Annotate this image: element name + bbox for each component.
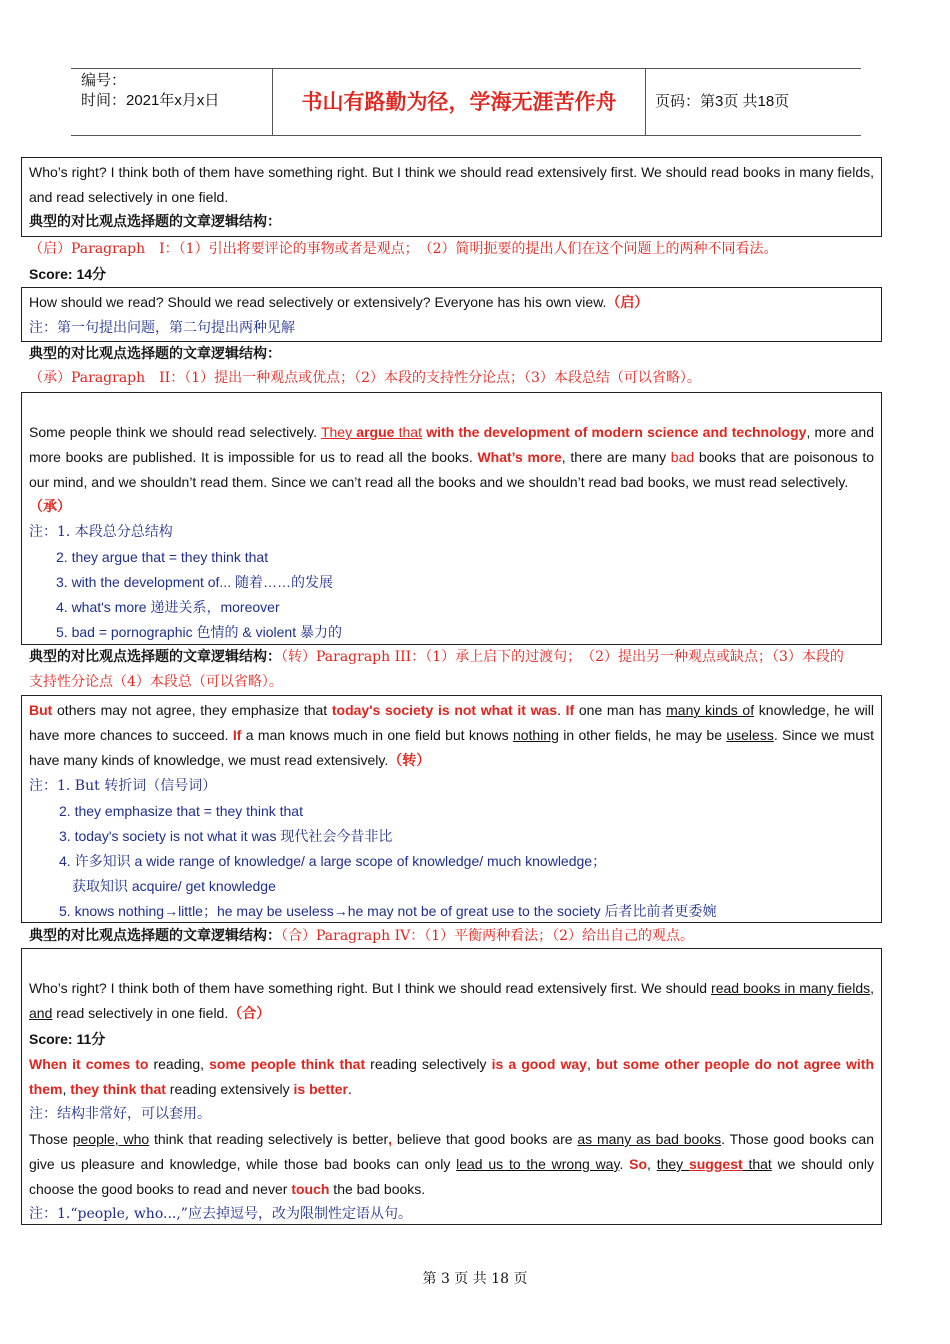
essay-paragraph (29, 1052, 874, 1102)
header-page-label: 页码：第3页 共18页 (655, 93, 790, 110)
text-run: others may not agree, they emphasize that (52, 702, 332, 718)
paragraph-tag: （承） (29, 499, 71, 515)
header-time-label: 时间：2021年x月x日 (81, 92, 220, 109)
score-label: Score: 11分 (29, 1031, 106, 1047)
text-run: a man knows much in one field but knows (241, 727, 513, 743)
text-box-paragraph-two (21, 392, 882, 645)
underlined-phrase: read books in many fields, and (29, 980, 874, 1021)
sample-paragraph (29, 976, 874, 1027)
text-run: , (586, 1056, 596, 1072)
sample-paragraph (29, 290, 874, 316)
underlined-phrase: many kinds of (666, 702, 755, 718)
text-run: . (619, 1156, 630, 1172)
structure-text: （转）Paragraph III：（1）承上启下的过渡句； （2）提出另一种观点或缺点；（3）本段的 (281, 649, 844, 665)
note: 注：结构非常好，可以套用。 (29, 1106, 211, 1122)
structure-title: 典型的对比观点选择题的文章逻辑结构： (29, 928, 281, 944)
sample-paragraph (29, 698, 874, 774)
paragraph-tag: （合） (228, 1006, 271, 1022)
note: 2. they emphasize that = they think that (59, 803, 303, 819)
highlight-phrase: They (320, 424, 357, 440)
sample-paragraph: Who’s right? I think both of them have something right. But I think we should read extensively first. We should read books in many fields, and read selectively in one field. (29, 164, 874, 205)
highlight-phrase: If (232, 727, 242, 743)
text-run: knowledge, he will have more chances to succeed. (29, 702, 874, 743)
text-run: books that are poisonous to our mind, and we shouldn’t read them. Since we can’t read all the books and we shouldn’t read bad books, we must read selectively. (29, 449, 875, 490)
text-run: we should only choose the good books to read and never (29, 1156, 874, 1197)
paragraph-three-structure (29, 645, 879, 695)
highlight-phrase: But (29, 702, 53, 718)
paragraph-tag: （转） (388, 753, 431, 769)
underlined-phrase: they (656, 1156, 684, 1172)
note: 获取知识 acquire/ get knowledge (72, 878, 276, 894)
text-run: Who’s right? I think both of them have something right. But I think we should read extensively first. We should (29, 980, 712, 996)
underlined-phrase: useless (726, 727, 774, 743)
essay-paragraph (29, 1127, 874, 1202)
text-box-paragraph-three (21, 695, 882, 923)
underlined-phrase: people, who (72, 1131, 150, 1147)
paragraph-two-structure: （承）Paragraph II：（1）提出一种观点或优点；（2）本段的支持性分论点；（3）本段总结（可以省略）。 (29, 370, 701, 386)
header-motto: 书山有路勤为径，学海无涯苦作舟 (301, 89, 617, 114)
highlight-phrase: is a good way (491, 1056, 587, 1072)
highlight-phrase: they think that (70, 1081, 166, 1097)
text-box-conclusion-sample (21, 157, 882, 237)
highlight-phrase: If (565, 702, 575, 718)
underlined-phrase: lead us to the wrong way (456, 1156, 620, 1172)
note: 3. with the development of... 随着……的发展 (56, 574, 333, 590)
highlight-phrase: today's society is not what it was (331, 702, 558, 718)
highlight-phrase: with the development of modern science and technology (426, 424, 807, 440)
highlight-phrase: some people think that (209, 1056, 366, 1072)
sample-paragraph (29, 420, 874, 495)
note: 2. they argue that = they think that (56, 549, 269, 565)
highlight-phrase: argue (356, 424, 395, 440)
text-run: one man has (574, 702, 667, 718)
text-run: read selectively in one field. (52, 1005, 229, 1021)
score-label: Score: 14分 (29, 266, 107, 282)
highlight-phrase: bad (670, 449, 695, 465)
header-meta (81, 71, 271, 111)
text-run: . Those good books can give us pleasure and knowledge, while those bad books can only (29, 1131, 874, 1172)
text-run: believe that good books are (392, 1131, 578, 1147)
header-number-label: 编号： (81, 72, 127, 89)
note: 4. what's more 递进关系，moreover (56, 599, 280, 615)
paragraph-tag: （启） (606, 295, 649, 311)
paragraph-text: How should we read? Should we read selectively or extensively? Everyone has his own view. (29, 294, 607, 310)
text-run: . Since we must have many kinds of knowledge, we must read extensively. (29, 727, 875, 768)
paragraph-one-structure: （启）Paragraph I：（1）引出将要评论的事物或者是观点； （2）简明扼要的提出人们在这个问题上的两种不同看法。 (29, 241, 778, 257)
text-run: reading selectively (365, 1056, 492, 1072)
highlight-phrase: but some other people do not agree with them (29, 1056, 875, 1097)
header-divider (645, 69, 646, 135)
text-run: think that reading selectively is better (149, 1131, 389, 1147)
highlight-phrase: that (394, 424, 422, 440)
note: 4. 许多知识 a wide range of knowledge/ a large scope of knowledge/ much knowledge； (59, 853, 607, 869)
structure-title: 典型的对比观点选择题的文章逻辑结构： (29, 346, 281, 362)
text-run: . (557, 702, 566, 718)
text-run: , (62, 1081, 71, 1097)
highlight-phrase: , (388, 1131, 393, 1147)
paragraph-four-structure (29, 924, 879, 949)
structure-text: （合）Paragraph IV：（1）平衡两种看法；（2）给出自己的观点。 (281, 928, 695, 944)
highlight-phrase: When it comes to (29, 1056, 149, 1072)
highlight-phrase: What’s more (477, 449, 562, 465)
structure-title: 典型的对比观点选择题的文章逻辑结构： (29, 214, 281, 230)
text-run: . (348, 1081, 352, 1097)
text-run: reading, (148, 1056, 210, 1072)
text-box-paragraph-one (21, 287, 882, 342)
page-header (71, 68, 861, 136)
underlined-phrase: that (742, 1156, 772, 1172)
highlight-phrase: touch (291, 1181, 330, 1197)
highlight-phrase: is better (293, 1081, 349, 1097)
highlight-phrase: So (629, 1156, 648, 1172)
highlight-phrase: suggest (688, 1156, 743, 1172)
text-run: , there are many (561, 449, 671, 465)
page-footer: 第 3 页 共 18 页 (422, 1271, 528, 1287)
underlined-phrase: nothing (512, 727, 559, 743)
note: 5. knows nothing→little；he may be useless→he may not be of great use to the society 后者比前者更委婉 (59, 903, 717, 919)
text-run: Some people think we should read selectively. (29, 424, 321, 440)
text-run: Those (29, 1131, 73, 1147)
note: 注：第一句提出问题，第二句提出两种见解 (29, 320, 295, 336)
note: 3. today's society is not what it was 现代社会今昔非比 (59, 828, 393, 844)
note: 5. bad = pornographic 色情的 & violent 暴力的 (56, 624, 342, 640)
structure-title: 典型的对比观点选择题的文章逻辑结构： (29, 649, 281, 665)
text-run: in other fields, he may be (558, 727, 727, 743)
note: 注：1.“people, who...,”应去掉逗号，改为限制性定语从句。 (29, 1206, 412, 1222)
note: 注：1. 本段总分总结构 (29, 524, 173, 540)
underlined-phrase: as many as bad books (577, 1131, 722, 1147)
text-run: reading extensively (165, 1081, 294, 1097)
structure-text: 支持性分论点（4）本段总（可以省略）。 (29, 674, 283, 690)
text-box-paragraph-four (21, 948, 882, 1225)
text-run: , more and more books are published. It is impossible for us to read all the books. (29, 424, 874, 465)
text-run: the bad books. (329, 1181, 426, 1197)
note: 注：1. But 转折词（信号词） (29, 778, 217, 794)
text-run: , (647, 1156, 657, 1172)
